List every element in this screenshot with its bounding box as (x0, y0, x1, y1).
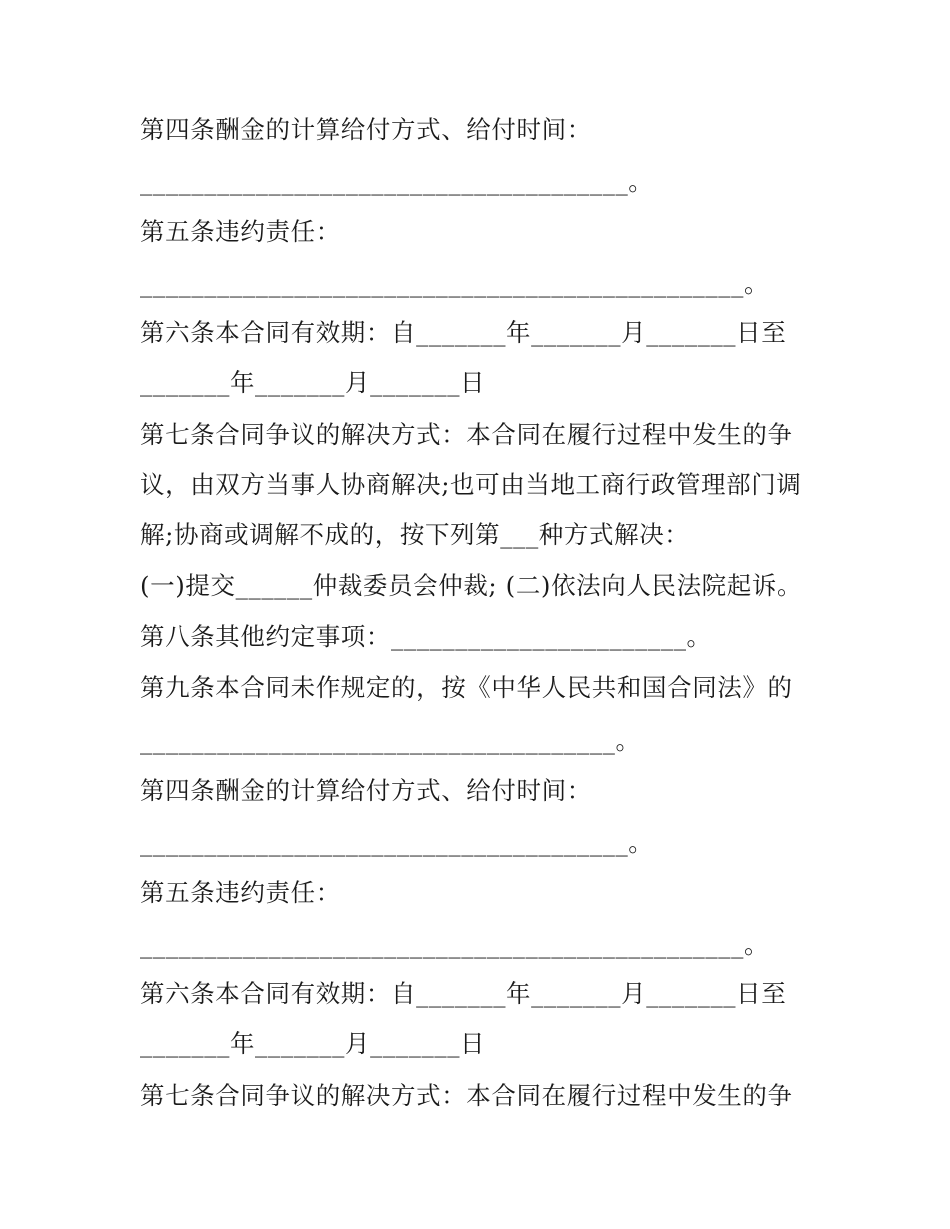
clause-7-continuation: 议，由双方当事人协商解决;也可由当地工商行政管理部门调 (140, 470, 802, 499)
clause-8-text: 第八条其他约定事项：_______________________。 (140, 622, 712, 651)
clause-7-options: (一)提交______仲裁委员会仲裁; (二)依法向人民法院起诉。 (140, 571, 803, 600)
clause-9-text: 第九条本合同未作规定的，按《中华人民共和国合同法》的 (140, 673, 793, 702)
clause-4-blank: ______________________________________。 (140, 828, 654, 857)
clause-7-continuation: 解;协商或调解不成的，按下列第___种方式解决： (140, 520, 690, 549)
clause-4-heading: 第四条酬金的计算给付方式、给付时间： (140, 776, 592, 805)
clause-5-blank: _______________________________________________。 (140, 930, 770, 959)
clause-9-blank: _____________________________________。 (140, 726, 641, 755)
clause-6-continuation: _______年_______月_______日 (140, 1029, 486, 1058)
clause-5-heading: 第五条违约责任： (140, 878, 341, 907)
clause-6-text: 第六条本合同有效期：自_______年_______月_______日至 (140, 318, 787, 347)
clause-6-text: 第六条本合同有效期：自_______年_______月_______日至 (140, 979, 787, 1008)
clause-7-text: 第七条合同争议的解决方式：本合同在履行过程中发生的争 (140, 1081, 793, 1110)
clause-6-continuation: _______年_______月_______日 (140, 368, 486, 397)
clause-5-heading: 第五条违约责任： (140, 217, 341, 246)
clause-4-heading: 第四条酬金的计算给付方式、给付时间： (140, 115, 592, 144)
clause-4-blank: ______________________________________。 (140, 167, 654, 196)
clause-5-blank: _______________________________________________。 (140, 269, 770, 298)
clause-7-text: 第七条合同争议的解决方式：本合同在履行过程中发生的争 (140, 420, 793, 449)
